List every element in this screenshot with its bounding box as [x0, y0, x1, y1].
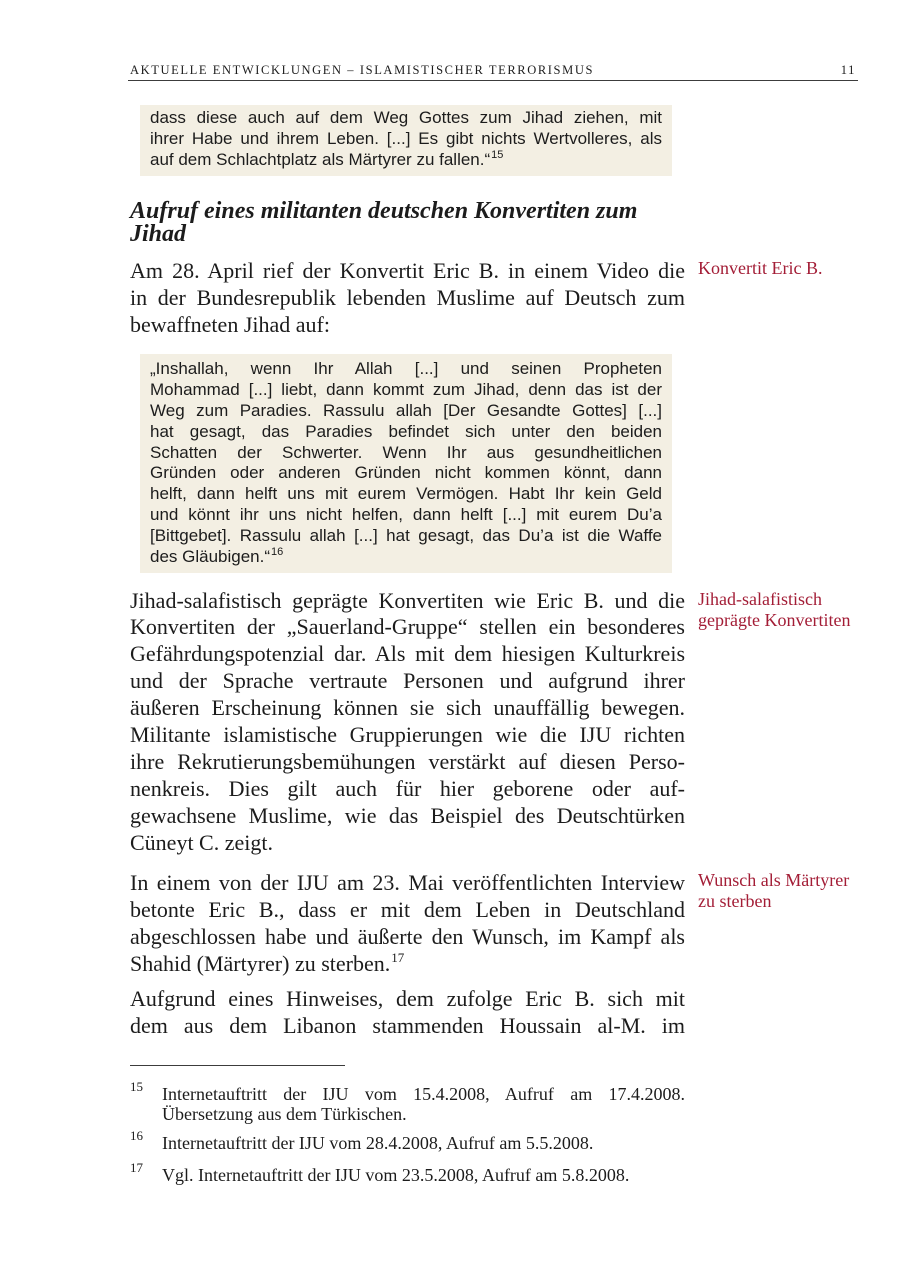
quote-text-line [150, 149, 662, 170]
body-text-line: in der Bundesrepublik lebenden Muslime auf Deutsch zum [130, 284, 685, 310]
footnote [130, 1160, 685, 1185]
footnote-separator [130, 1065, 345, 1066]
quote-text-line: [Bittgebet]. Rassulu allah [...] hat gesagt, das Du’a ist die Waffe [150, 526, 662, 546]
body-text-line: und der Sprache vertraute Personen und aufgrund ihrer [130, 668, 685, 694]
section-heading-line: Aufruf eines militanten deutschen Konvertiten zum [130, 198, 638, 224]
body-text-line: abgeschlossen habe und äußerte den Wunsch, im Kampf als [130, 923, 685, 949]
footnote-reference: 17 [391, 950, 405, 966]
body-text-line: Aufgrund eines Hinweises, dem zufolge Eric B. sich mit [130, 985, 685, 1011]
margin-note-line: geprägte Konvertiten [698, 609, 851, 630]
footnote-text-line: Internetauftritt der IJU vom 15.4.2008, Aufruf am 17.4.2008. [162, 1084, 685, 1104]
quote-text-line: „Inshallah, wenn Ihr Allah [...] und seinen Propheten [150, 359, 662, 378]
quote-text-line: dass diese auch auf dem Weg Gottes zum Jihad ziehen, mit [150, 108, 662, 127]
body-text-line: In einem von der IJU am 23. Mai veröffentlichten Interview [130, 869, 685, 895]
footnote-reference: 15 [491, 149, 504, 162]
quote-text: des Gläubigen.“ [150, 547, 271, 567]
footnote-text-line: Internetauftritt der IJU vom 28.4.2008, Aufruf am 5.5.2008. [162, 1133, 594, 1153]
body-text-line: äußeren Erscheinung können sie sich unauffällig bewegen. [130, 695, 685, 721]
quote-text-line: ihrer Habe und ihrem Leben. [...] Es gibt nichts Wertvolleres, als [150, 129, 662, 148]
body-text-line: bewaffneten Jihad auf: [130, 311, 330, 337]
margin-note [698, 870, 849, 912]
margin-note-line: Konvertit Eric B. [698, 257, 823, 278]
footnote-text [162, 1133, 685, 1153]
footnote-number: 17 [130, 1160, 143, 1175]
body-paragraph [130, 257, 685, 338]
body-text-line: betonte Eric B., dass er mit dem Leben in Deutschland [130, 896, 685, 922]
footnote-text-line: Vgl. Internetauftritt der IJU vom 23.5.2008, Aufruf am 5.8.2008. [162, 1165, 630, 1185]
margin-note [698, 258, 822, 279]
body-paragraph [130, 588, 685, 857]
footnote-text-line: Übersetzung aus dem Türkischen. [162, 1104, 407, 1124]
body-text-line: Gefährdungspotenzial dar. Als mit dem hiesigen Kulturkreis [130, 641, 685, 667]
quote-text-line: helft, dann helft uns mit eurem Vermögen. Habt Ihr kein Geld [150, 484, 662, 504]
footnote-text [162, 1084, 685, 1124]
quote-text-line: Weg zum Paradies. Rassulu allah [Der Gesandte Gottes] [...] [150, 400, 662, 420]
body-text-line: Militante islamistische Gruppierungen wie die IJU richten [130, 721, 685, 747]
section-heading [130, 200, 690, 246]
body-paragraph [130, 985, 685, 1039]
quote-text-line: Gründen oder anderen Gründen nicht kommen könnt, dann [150, 463, 662, 483]
body-paragraph [130, 869, 685, 977]
footnote-number: 16 [130, 1128, 143, 1143]
margin-note-line: Jihad-salafistisch [698, 588, 822, 609]
quote-text-line: und könnt ihr uns nicht helfen, dann helft [...] mit eurem Du’a [150, 505, 662, 525]
running-header-title: AKTUELLE ENTWICKLUNGEN – ISLAMISTISCHER TERRORISMUS [130, 63, 594, 77]
quote-box [140, 105, 672, 176]
margin-note [698, 589, 850, 631]
body-text-line: gewachsene Muslime, wie das Beispiel des Deutschtürken [130, 802, 685, 828]
page-number: 11 [840, 63, 856, 77]
body-text-line: Konvertiten der „Sauerland-Gruppe“ stellen ein besonderes [130, 614, 685, 640]
body-text-line: nenkreis. Dies gilt auch für hier geborene oder auf- [130, 775, 685, 801]
body-text-line: Am 28. April rief der Konvertit Eric B. in einem Video die [130, 257, 685, 283]
margin-note-line: Wunsch als Märtyrer [698, 869, 850, 890]
body-text-line: Jihad-salafistisch geprägte Konvertiten wie Eric B. und die [130, 587, 685, 613]
quote-text-line: hat gesagt, das Paradies befindet sich unter den beiden [150, 421, 662, 441]
footnote-text [162, 1165, 685, 1185]
footnote-number: 15 [130, 1079, 143, 1094]
quote-text: auf dem Schlachtplatz als Märtyrer zu fallen.“ [150, 150, 491, 169]
body-text-line [130, 950, 685, 977]
quote-text-line: Schatten der Schwerter. Wenn Ihr aus gesundheitlichen [150, 442, 662, 462]
footnote [130, 1079, 685, 1124]
section-heading-line: Jihad [130, 221, 187, 247]
body-text-line: dem aus dem Libanon stammenden Houssain al-M. im [130, 1012, 685, 1038]
quote-text-line [150, 547, 662, 568]
body-text: Shahid (Märtyrer) zu sterben. [130, 950, 391, 976]
footnote [130, 1128, 685, 1153]
quote-box [140, 354, 672, 573]
quote-text-line: Mohammad [...] liebt, dann kommt zum Jihad, denn das ist der [150, 379, 662, 399]
header-rule [128, 80, 858, 81]
body-text-line: ihre Rekrutierungsbemühungen verstärkt auf diesen Perso- [130, 748, 685, 774]
body-text-line: Cüneyt C. zeigt. [130, 829, 273, 855]
margin-note-line: zu sterben [698, 890, 772, 911]
footnote-reference: 16 [271, 546, 284, 559]
